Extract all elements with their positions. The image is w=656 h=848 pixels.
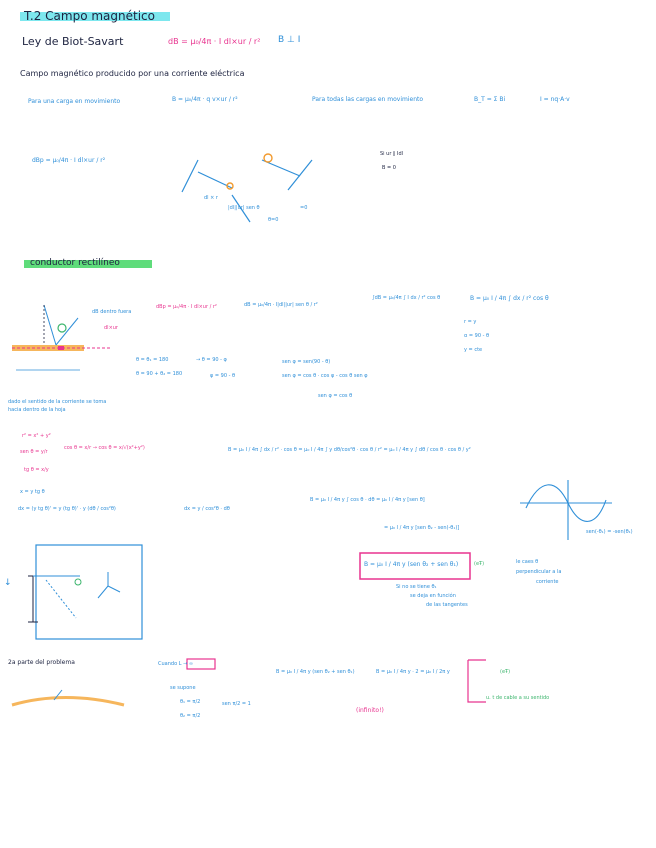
x-expr: x = y tg θ [20, 489, 45, 495]
phi-rel-2: φ = 90 - θ [210, 373, 236, 379]
dx-expr: dx = (y tg θ)' = y (tg θ)' · y (dθ / cos²θ) [18, 506, 116, 512]
theta-rel-2: θ = 90 + θ₂ = 180 [136, 371, 183, 377]
limit-label: Cuando L → ∞ [158, 661, 194, 667]
law-formula: dB = μ₀/4π · I dl×ur / r² [168, 37, 261, 46]
y-const: y = cte [464, 347, 483, 353]
axes-sketch [98, 572, 120, 598]
result-unit: (eŦ) [474, 561, 485, 567]
sen-phi-3: sen φ = cos θ [318, 393, 353, 399]
theta1-value: θ₁ = π/2 [180, 699, 201, 705]
box-point [75, 579, 81, 585]
single-charge-label: Para una carga en movimiento [28, 98, 121, 105]
tg-expr: tg θ = x/y [24, 467, 49, 473]
b-substituted: B = μ₀ I / 4π y ∫ cos θ · dθ = μ₀ I / 4π y [sen θ] [310, 497, 425, 503]
conductor-heading: conductor rectilíneo [30, 258, 120, 268]
unit-tangent-note: u. t de cable a su sentido [486, 695, 550, 701]
final-result: B = μ₀ I / 4π y (sen θ₂ + sen θ₁) [364, 561, 459, 568]
b-full-derivation: B = μ₀ I / 4π ∫ dx / r² · cos θ = μ₀ I / 4π ∫ y dθ/cos²θ · cos θ / r² = μ₀ I / 4π y ∫ dθ / cos θ · cos θ / y² [228, 447, 471, 453]
side-note-1: le caes θ [516, 559, 539, 565]
dx-result: dx = y / cos²θ · dθ [184, 506, 230, 512]
si-rule-2: B = 0 [382, 165, 396, 171]
pythagoras: r² = x² + y² [22, 433, 51, 439]
assume-label: se supone [170, 685, 196, 691]
second-part-heading: 2a parte del problema [8, 659, 75, 666]
final-bracket [468, 660, 486, 702]
b-infinite-2: B = μ₀ I / 4π y · 2 = μ₀ I / 2π y [376, 669, 450, 675]
diagram-box [36, 545, 142, 639]
vector-sketch [182, 160, 312, 222]
sen-expr: sen θ = y/r [20, 449, 48, 455]
integral-db: ∫dB = μ₀/4π ∫ I dx / r² cos θ [372, 295, 441, 301]
result-note-2: se deja en función [410, 593, 456, 599]
dbp-formula: dBp = μ₀/4π · I dl×ur / r² [32, 157, 106, 164]
law-title: Ley de Biot-Savart [22, 35, 124, 48]
b-integral: B = μ₀ I / 4π ∫ dx / r² cos θ [470, 295, 549, 302]
section-heading: Campo magnético producido por una corriente eléctrica [20, 69, 245, 78]
perp-rule: B ⊥ I [278, 35, 301, 45]
charge-marker [264, 154, 272, 162]
page-title: T.2 Campo magnético [24, 9, 155, 23]
direction-note: dado el sentido de la corriente se toma hacia dentro de la hoja [8, 399, 107, 413]
current-def: I = nq·A·v [540, 96, 570, 103]
box-arrow: ↓ [4, 578, 12, 588]
sen-half-pi: sen π/2 = 1 [222, 701, 251, 707]
theta-zero: θ=0 [268, 217, 279, 223]
infinite-note: (infinito!) [356, 707, 384, 714]
all-charges-label: Para todas las cargas en movimiento [312, 96, 424, 103]
all-charges-formula: B_T = Σ Bi [474, 96, 506, 103]
alpha-rel: α = 90 - θ [464, 333, 490, 339]
sen-phi-1: sen φ = sen(90 - θ) [282, 359, 331, 365]
side-note-3: corriente [536, 579, 559, 585]
unit-tangent: (eŦ) [500, 669, 511, 675]
result-note-3: de las tangentes [426, 602, 468, 608]
db-cross: dl×ur [104, 325, 118, 331]
db-direction: dB dentro fuera [92, 309, 132, 315]
b-infinite: B = μ₀ I / 4π y (sen θ₂ + sen θ₁) [276, 669, 355, 675]
mag-label: |dl||ur| sen θ [228, 205, 260, 211]
single-charge-formula: B = μ₀/4π · q v×ur / r² [172, 96, 238, 103]
zero-label: =0 [300, 205, 308, 211]
b-substituted-2: = μ₀ I / 4π y [sen θ₂ - sen(-θ₁)] [384, 525, 460, 531]
dl-cross-label: dl × r [204, 195, 218, 201]
theta2-value: θ₂ = π/2 [180, 713, 201, 719]
cos-expr: cos θ = x/r → cos θ = x/√(x²+y²) [64, 445, 145, 451]
sen-phi-2: sen φ = cos θ · cos φ - cos θ sen φ [282, 373, 368, 379]
theta-rel-1: θ = θ₁ = 180 [136, 357, 169, 363]
sen-rule: sen(-θ₁) = -sen(θ₁) [586, 529, 633, 535]
side-note-2: perpendicular a la [516, 569, 562, 575]
plate-sketch [12, 698, 124, 706]
phi-rel-1: → θ = 90 - φ [196, 357, 227, 363]
db-magnitude: dB = μ₀/4π · I|dl||ur| sen θ / r² [244, 302, 318, 308]
r-equals-y: r = y [464, 319, 477, 325]
db-formula: dBp = μ₀/4π · I dl×ur / r² [156, 304, 217, 310]
si-rule: Si ur ∥ Idl [380, 151, 404, 157]
result-note-1: Si no se tiene θ₁ [396, 584, 437, 590]
